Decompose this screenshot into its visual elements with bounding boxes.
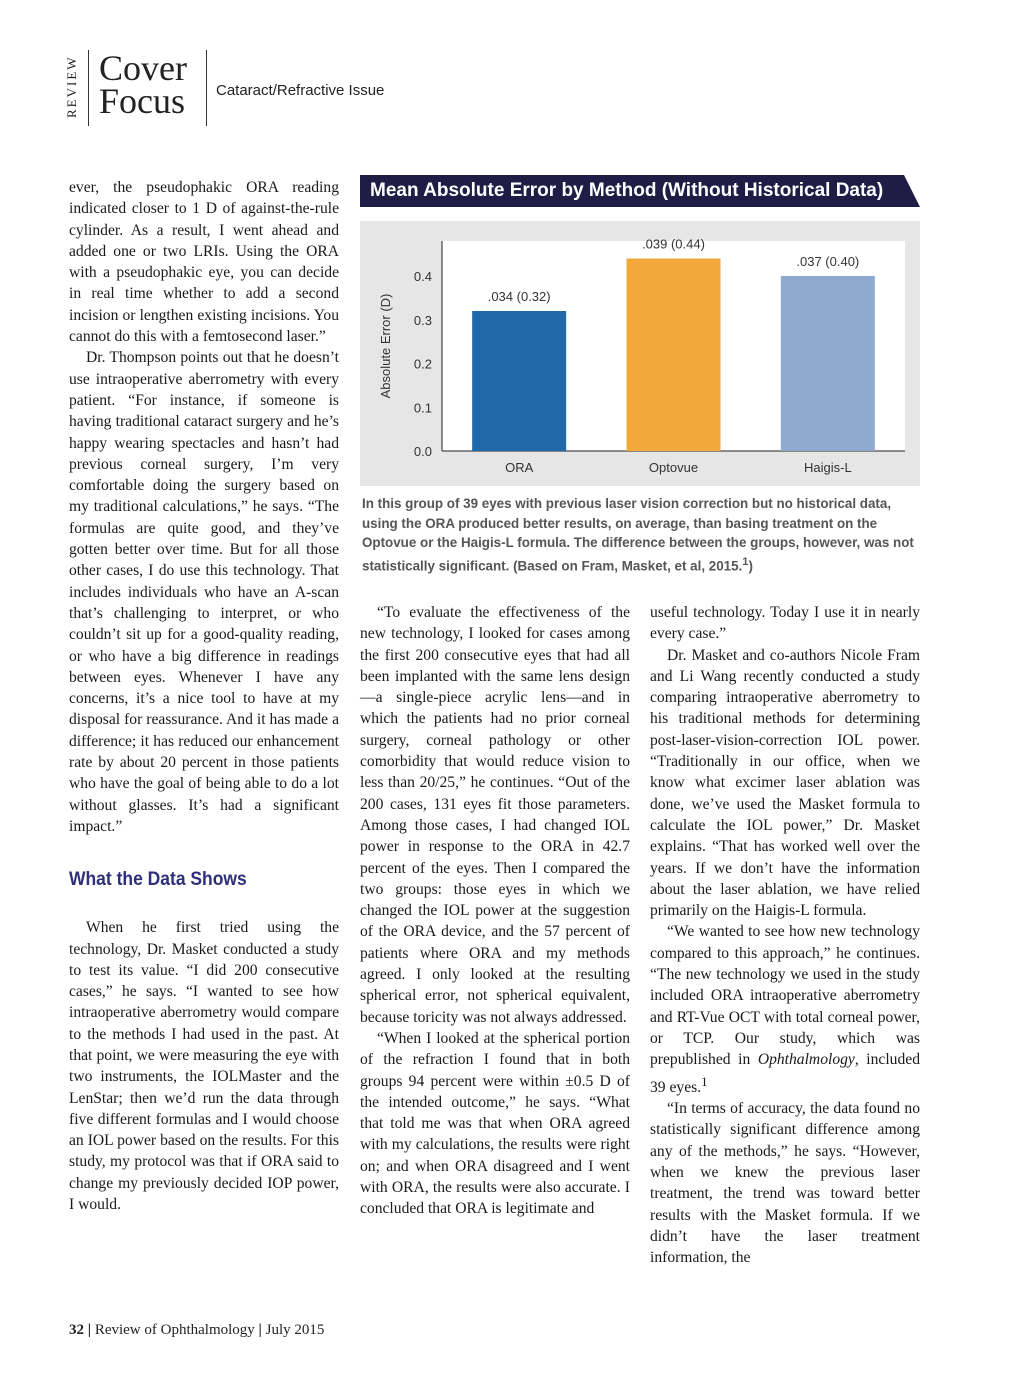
data-label: .034 (0.32) bbox=[487, 289, 551, 304]
paragraph-text: “We wanted to see how new technology compared to this approach,” he continues. “The new technology we used in the study included ORA intraoperative aberrometry and RT-Vue OCT with total corneal power, or TCP. Our study, which was prepublished in bbox=[650, 923, 920, 1069]
data-label: .039 (0.44) bbox=[642, 236, 705, 252]
y-tick-label: 0.0 bbox=[413, 444, 432, 459]
column-2 bbox=[360, 602, 630, 1220]
paragraph bbox=[650, 921, 920, 1098]
paragraph: ever, the pseudophakic ORA reading indicated closer to 1 D of against-the-rule cylinder. As a result, I went ahead and added one or two LRIs. Using the ORA with a pseudophakic eye, you can decide in real time whether to add a second incision or lengthen existing incisions. You cannot do this with a femtosecond laser.” bbox=[69, 179, 339, 346]
review-label: REVIEW bbox=[64, 55, 79, 119]
cover-focus-title bbox=[99, 48, 187, 121]
paragraph-text-end: , included 39 eyes. bbox=[650, 1051, 920, 1096]
paragraph: Dr. Masket and co-authors Nicole Fram and Li Wang recently conducted a study comparing intraoperative aberrometry to his traditional methods for determining post-laser-vision-correction IOL power. “Traditionally in our office, when we know what excimer laser ablation was done, we’ve used the Masket formula to calculate the IOL power,” Dr. Masket explains. “That has worked well over the years. If we don’t have the information about the laser ablation, we have relied primarily on the Haigis-L formula. bbox=[650, 646, 920, 920]
paragraph: Dr. Thompson points out that he doesn’t use intraoperative aberrometry with every patient. “For instance, if someone is having traditional cataract surgery and he’s happy wearing spectacles and hasn’t had previous corneal surgery, I’m very comfortable doing the surgery based on my traditional calculations,” he says. “The formulas are quite good, and they’ve gotten better over time. But for all those other cases, I do use this technology. That includes individuals who have an A-scan that’s challenging to interpret, or who couldn’t sit up for a good-quality reading, or who have a big difference in readings between eyes. Whenever I have any concerns, it’s a nice tool to have at my disposal for reassurance. And it has made a difference; it has reduced our enhancement rate by about 20 percent in those patients who have the goal of being able to do a lot without glasses. It’s had a significant impact.” bbox=[69, 349, 339, 835]
masthead-divider bbox=[88, 50, 89, 126]
section-subtitle: Cataract/Refractive Issue bbox=[216, 82, 385, 99]
masthead-divider-2 bbox=[206, 50, 207, 126]
bar-optovue bbox=[627, 259, 721, 452]
paragraph: “To evaluate the effectiveness of the new technology, I looked for cases among the first 200 consecutive eyes that had all been implanted with the same lens design—a single-piece acrylic lens—and in which the patients had no prior corneal surgery, corneal pathology or other comorbidity that would reduce vision to less than 20/25,” he continues. “Out of the 200 cases, 131 eyes fit those parameters. Among those cases, I had changed IOL power in response to the ORA in 42.7 percent of the eyes. Then I compared the two groups: those eyes in which we changed the IOL power at the suggestion of the ORA device, and the 57 percent of patients where ORA and my methods agreed. I only looked at the resulting spherical error, not spherical equivalent, because toricity was not always addressed. bbox=[360, 604, 630, 1026]
journal-name: Ophthalmology bbox=[757, 1051, 855, 1069]
bar-ora bbox=[472, 311, 566, 451]
page-number: 32 bbox=[69, 1322, 84, 1338]
x-tick-label: Optovue bbox=[648, 460, 699, 475]
y-axis-label: Absolute Error (D) bbox=[378, 293, 393, 399]
caption-text: In this group of 39 eyes with previous laser vision correction but no historical data, using the ORA produced better results, on average, than basing treatment on the Optovue or the Haigis-L formula. The difference between the groups, however, was not statistically significant. (Based on Fram, Masket, et al, 2015. bbox=[362, 496, 914, 573]
caption-end: ) bbox=[748, 557, 753, 573]
figure-title-bar bbox=[360, 175, 920, 207]
bar-chart bbox=[360, 221, 920, 486]
paragraph: When he first tried using the technology, Dr. Masket conducted a study to test its value. “I did 200 consecutive cases,” he says. “I wanted to see how intraoperative aberrometry would compare to the methods I had used in the past. At that point, we were measuring the eye with two instruments, the IOLMaster and the LenStar; then we’d run the data through five different formulas and I would choose an IOL power based on the results. For this study, my protocol was that if ORA said to change my previously decided IOP power, I would. bbox=[69, 919, 339, 1214]
bar-haigis-l bbox=[781, 276, 875, 451]
column-3 bbox=[650, 602, 920, 1268]
column-1 bbox=[69, 177, 339, 1215]
caption-ref: 1 bbox=[742, 555, 749, 568]
y-tick-label: 0.2 bbox=[413, 356, 432, 372]
paragraph: “When I looked at the spherical portion of the refraction I found that in both groups 94 percent were within ±0.5 D of the intended outcome,” he says. “What that told me was that when ORA agreed with my calculations, the results were right on; and when ORA disagreed and I went with ORA, the results were also accurate. I concluded that ORA is legitimate and bbox=[360, 1029, 630, 1218]
y-tick-label: 0.3 bbox=[413, 312, 432, 328]
y-tick-label: 0.4 bbox=[413, 269, 432, 284]
figure-title: Mean Absolute Error by Method (Without Historical Data) bbox=[370, 180, 884, 201]
paragraph: “In terms of accuracy, the data found no statistically significant difference among any of the methods,” he says. “However, when we knew the previous laser treatment, the trend was toward better results with the Masket formula. If we didn’t have the laser treatment information, the bbox=[650, 1100, 920, 1267]
paragraph: useful technology. Today I use it in nearly every case.” bbox=[650, 604, 920, 643]
subhead: What the Data Shows bbox=[69, 869, 247, 891]
reference-mark: 1 bbox=[701, 1073, 708, 1089]
figure-caption bbox=[362, 494, 918, 575]
chart-panel bbox=[360, 221, 920, 486]
x-tick-label: ORA bbox=[505, 460, 534, 475]
page-footer: 32 | Review of Ophthalmology | July 2015 bbox=[69, 1322, 325, 1338]
cover-line2: Focus bbox=[99, 81, 186, 121]
x-tick-label: Haigis-L bbox=[803, 460, 852, 475]
data-label: .037 (0.40) bbox=[796, 254, 860, 269]
journal-title: Review of Ophthalmology bbox=[94, 1322, 255, 1338]
y-tick-label: 0.1 bbox=[413, 400, 432, 416]
issue-date: July 2015 bbox=[265, 1322, 325, 1338]
cover-line1: Cover bbox=[99, 48, 187, 88]
